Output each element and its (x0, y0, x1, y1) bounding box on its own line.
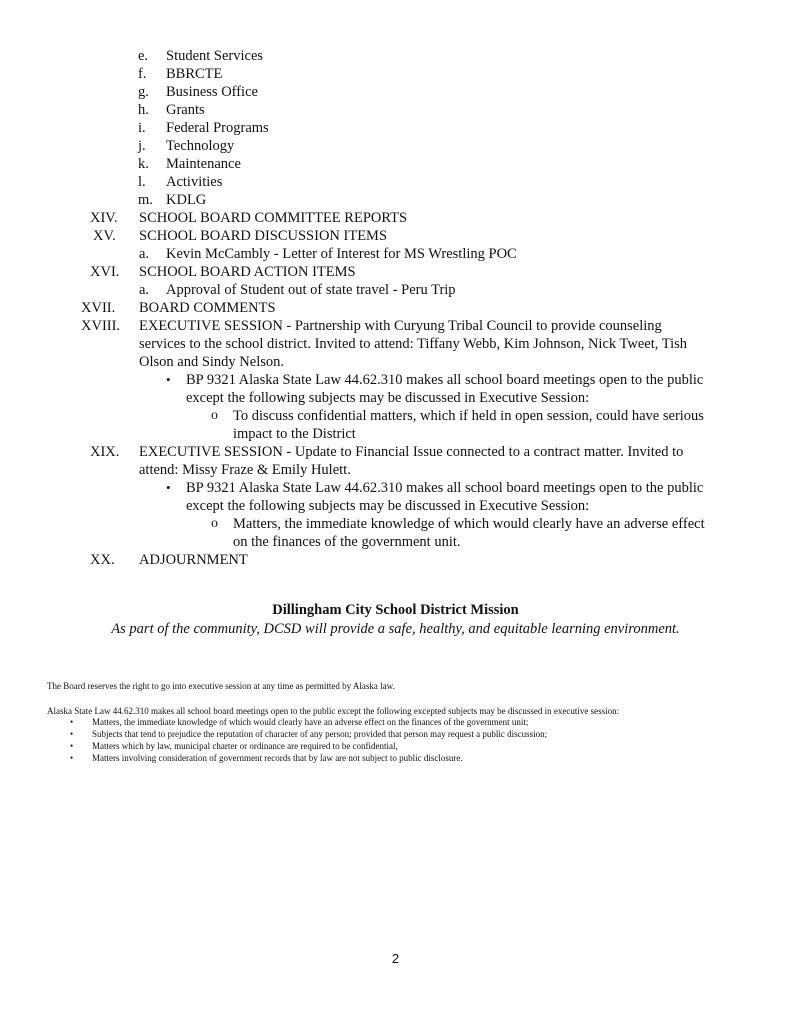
bp9321-line2: except the following subjects may be discussed in Executive Session: (186, 390, 590, 406)
bp9321-line1: BP 9321 Alaska State Law 44.62.310 makes all school board meetings open to the public (186, 372, 704, 388)
sub-item-federal-programs: Federal Programs (166, 120, 269, 136)
executive-session-reserve-note: The Board reserves the right to go into executive session at any time as permitted by Alaska law. (47, 681, 395, 691)
sub-item-bbrcte: BBRCTE (166, 66, 223, 82)
section-marker-xiv: XIV. (90, 210, 118, 226)
sub-item-maintenance: Maintenance (166, 156, 241, 172)
section-marker-xix: XIX. (90, 444, 120, 460)
bp9321-line1: BP 9321 Alaska State Law 44.62.310 makes all school board meetings open to the public (186, 480, 704, 496)
sub-item-kdlg: KDLG (166, 192, 207, 208)
executive-session-financial-line2: attend: Missy Fraze & Emily Hulett. (139, 462, 351, 478)
bullet-icon: • (70, 717, 74, 727)
section-marker-xvii: XVII. (81, 300, 116, 316)
sub-item-technology: Technology (166, 138, 235, 154)
section-committee-reports: SCHOOL BOARD COMMITTEE REPORTS (139, 210, 408, 226)
executive-session-counseling-line1: EXECUTIVE SESSION - Partnership with Curyung Tribal Council to provide counseling (139, 318, 662, 334)
sub-item-marker: m. (138, 192, 153, 208)
finance-matters-line2: on the finances of the government unit. (233, 534, 461, 550)
sub-item-marker: g. (138, 84, 149, 100)
sub-item-student-services: Student Services (166, 48, 264, 64)
sub-item-marker: h. (138, 102, 149, 118)
section-action-items: SCHOOL BOARD ACTION ITEMS (139, 264, 356, 280)
confidential-matters-line1: To discuss confidential matters, which if held in open session, could have serious (233, 408, 704, 424)
section-marker-xx: XX. (90, 552, 115, 568)
section-discussion-items: SCHOOL BOARD DISCUSSION ITEMS (139, 228, 388, 244)
sub-item-marker: f. (138, 66, 147, 82)
hollow-bullet-icon: o (211, 516, 218, 531)
executive-session-financial-line1: EXECUTIVE SESSION - Update to Financial Issue connected to a contract matter. Invited to (139, 444, 684, 460)
law-item-reputation: Subjects that tend to prejudice the reputation of character of any person; provided that person may request a public discussion; (92, 729, 548, 739)
sub-item-business-office: Business Office (166, 84, 258, 100)
sub-item-marker: a. (139, 282, 150, 298)
law-item-finances: Matters, the immediate knowledge of which would clearly have an adverse effect on the finances of the government unit; (92, 717, 529, 727)
sub-item-marker: a. (139, 246, 150, 262)
alaska-law-intro: Alaska State Law 44.62.310 makes all school board meetings open to the public except the following excepted subjects may be discussed in executive session: (47, 706, 620, 716)
sub-item-marker: i. (138, 120, 146, 136)
action-item-peru-trip: Approval of Student out of state travel - Peru Trip (166, 282, 456, 298)
mission-title: Dillingham City School District Mission (272, 602, 519, 618)
mission-statement: As part of the community, DCSD will provide a safe, healthy, and equitable learning environment. (111, 621, 680, 637)
bullet-icon: • (70, 753, 74, 763)
section-marker-xvi: XVI. (90, 264, 120, 280)
sub-item-activities: Activities (166, 174, 223, 190)
confidential-matters-line2: impact to the District (233, 426, 356, 442)
law-item-records: Matters involving consideration of government records that by law are not subject to public disclosure. (92, 753, 463, 763)
section-adjournment: ADJOURNMENT (139, 552, 248, 568)
sub-item-marker: e. (138, 48, 149, 64)
sub-item-marker: k. (138, 156, 149, 172)
discussion-item-wrestling: Kevin McCambly - Letter of Interest for MS Wrestling POC (166, 246, 517, 262)
bullet-icon: • (166, 480, 171, 495)
section-marker-xv: XV. (93, 228, 116, 244)
executive-session-counseling-line2: services to the school district. Invited to attend: Tiffany Webb, Kim Johnson, Nick Tweet, Tish (139, 336, 687, 352)
section-board-comments: BOARD COMMENTS (139, 300, 276, 316)
page-number: 2 (391, 951, 400, 966)
sub-item-marker: j. (138, 138, 146, 154)
sub-item-marker: l. (138, 174, 146, 190)
finance-matters-line1: Matters, the immediate knowledge of which would clearly have an adverse effect (233, 516, 705, 532)
bullet-icon: • (70, 741, 74, 751)
bullet-icon: • (70, 729, 74, 739)
sub-item-grants: Grants (166, 102, 205, 118)
bullet-icon: • (166, 372, 171, 387)
hollow-bullet-icon: o (211, 408, 218, 423)
section-marker-xviii: XVIII. (81, 318, 121, 334)
bp9321-line2: except the following subjects may be discussed in Executive Session: (186, 498, 590, 514)
executive-session-counseling-line3: Olson and Sindy Nelson. (139, 354, 284, 370)
law-item-confidential: Matters which by law, municipal charter or ordinance are required to be confidential, (92, 741, 398, 751)
